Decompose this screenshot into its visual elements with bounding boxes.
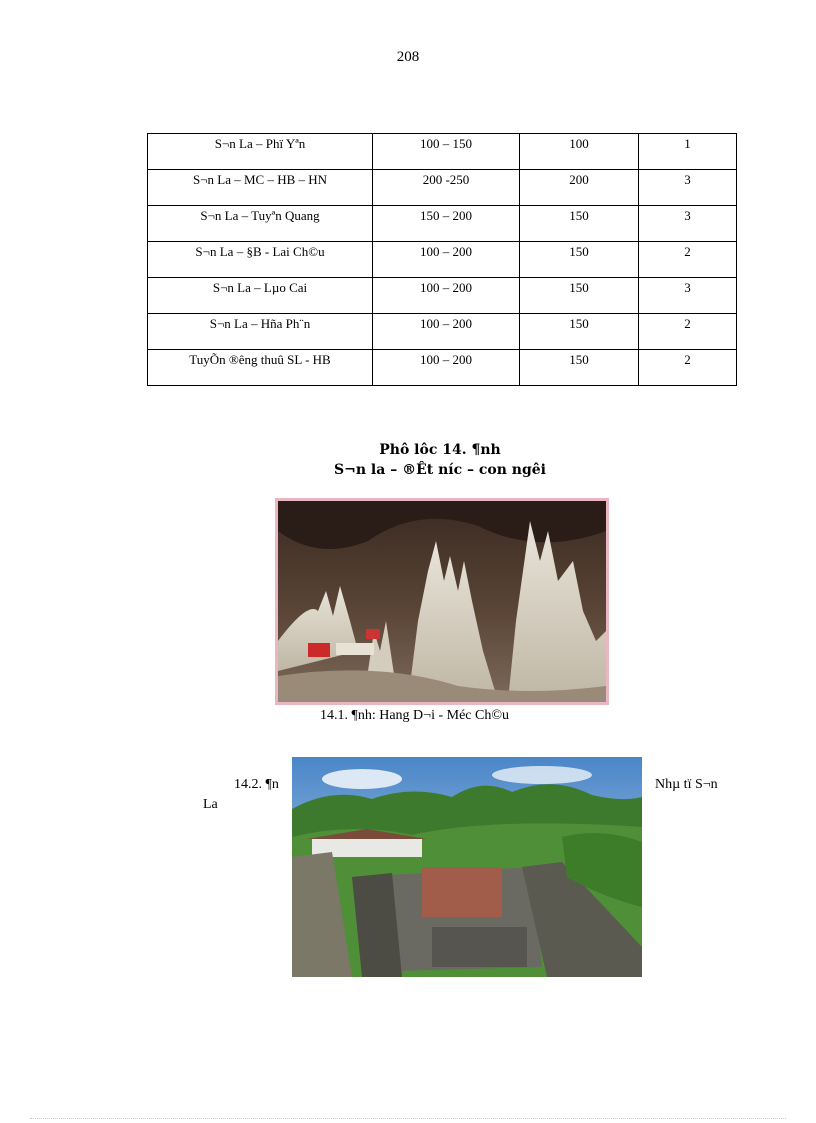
table-cell-range: 100 – 200 xyxy=(373,314,520,350)
table-cell-value: 150 xyxy=(520,314,639,350)
table-cell-value: 200 xyxy=(520,170,639,206)
table-cell-route: S¬n La – §B - Lai Ch©u xyxy=(148,242,373,278)
table-cell-value: 150 xyxy=(520,206,639,242)
table-cell-range: 100 – 150 xyxy=(373,134,520,170)
prison-photo-caption-left: 14.2. ¶n xyxy=(234,777,279,792)
table-cell-count: 2 xyxy=(639,242,737,278)
prison-photo-caption-right: Nhµ tï S¬n xyxy=(655,777,718,792)
table-cell-route: S¬n La – MC – HB – HN xyxy=(148,170,373,206)
table-row xyxy=(148,206,737,242)
table-cell-value: 150 xyxy=(520,242,639,278)
table-cell-route: S¬n La – Lµo Cai xyxy=(148,278,373,314)
appendix-title xyxy=(0,440,816,480)
table-cell-count: 3 xyxy=(639,206,737,242)
table-cell-count: 1 xyxy=(639,134,737,170)
table-cell-count: 2 xyxy=(639,314,737,350)
table-cell-value: 150 xyxy=(520,350,639,386)
table-cell-range: 150 – 200 xyxy=(373,206,520,242)
table-cell-count: 3 xyxy=(639,278,737,314)
prison-photo-caption-wrap: La xyxy=(203,797,218,812)
table-cell-route: S¬n La – Phï Yªn xyxy=(148,134,373,170)
table-cell-route: S¬n La – Tuyªn Quang xyxy=(148,206,373,242)
table-row xyxy=(148,314,737,350)
appendix-title-line-2: S¬n la – ®Êt níc – con ngêi xyxy=(334,462,546,478)
appendix-title-line-1: Phô lôc 14. ¶nh xyxy=(379,442,501,458)
table-cell-count: 3 xyxy=(639,170,737,206)
table-row xyxy=(148,134,737,170)
table-cell-route: TuyÕn ®êng thuû SL - HB xyxy=(148,350,373,386)
page-number: 208 xyxy=(396,49,420,65)
table-row xyxy=(148,242,737,278)
table-cell-route: S¬n La – Hña Ph¨n xyxy=(148,314,373,350)
prison-photo xyxy=(292,757,642,977)
table-row xyxy=(148,278,737,314)
cave-photo-caption: 14.1. ¶nh: Hang D¬i - Méc Ch©u xyxy=(320,708,509,723)
table-cell-range: 100 – 200 xyxy=(373,278,520,314)
page-bottom-rule xyxy=(30,1118,786,1119)
table-cell-range: 100 – 200 xyxy=(373,350,520,386)
route-table xyxy=(147,133,737,386)
table-cell-range: 100 – 200 xyxy=(373,242,520,278)
table-cell-value: 100 xyxy=(520,134,639,170)
table-row xyxy=(148,350,737,386)
table-row xyxy=(148,170,737,206)
table-cell-range: 200 -250 xyxy=(373,170,520,206)
cave-photo xyxy=(275,498,609,705)
table-cell-count: 2 xyxy=(639,350,737,386)
table-cell-value: 150 xyxy=(520,278,639,314)
